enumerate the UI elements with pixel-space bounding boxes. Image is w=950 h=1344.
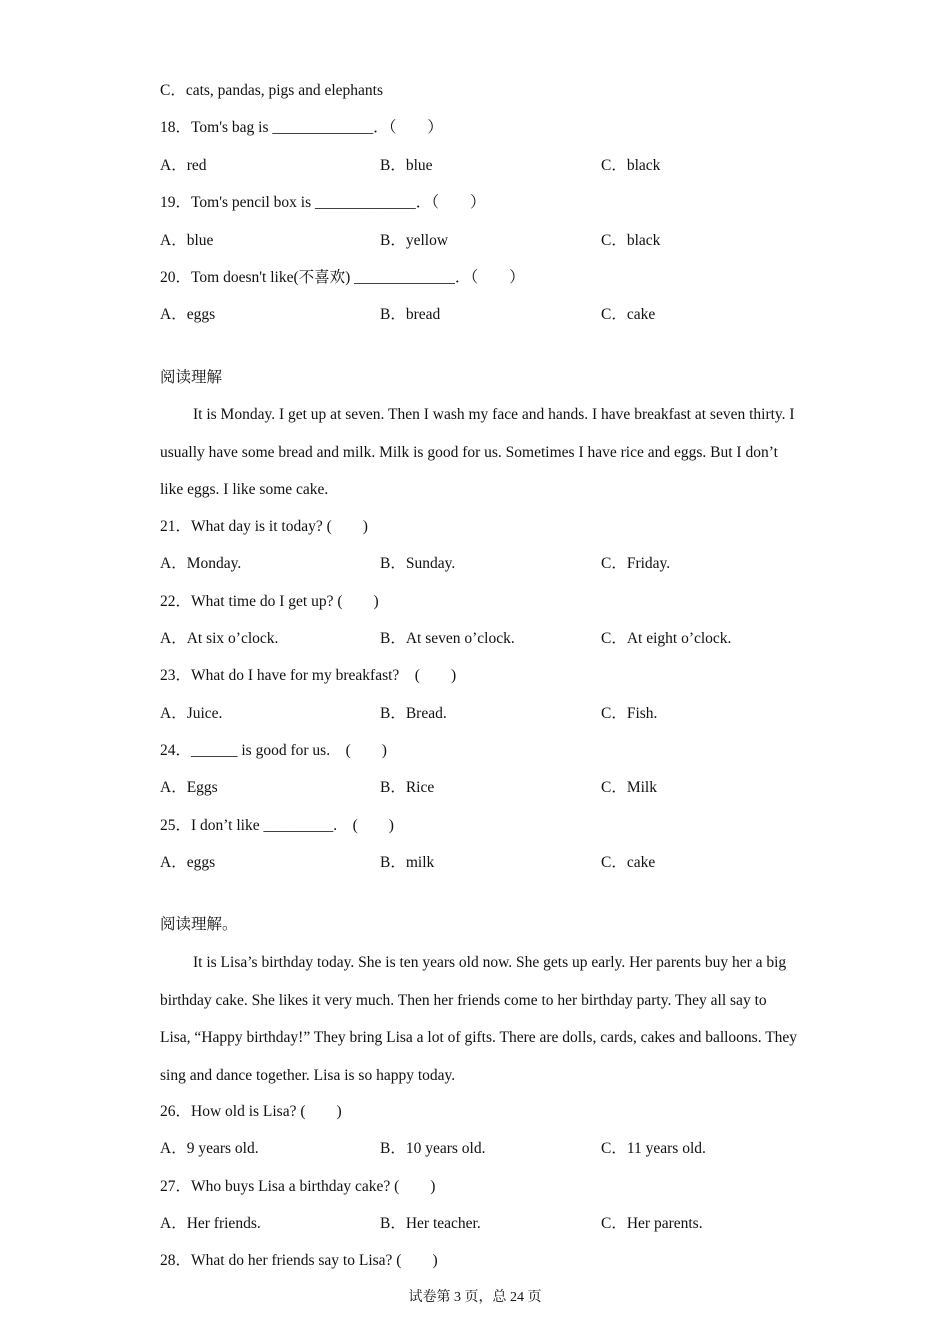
question-stem: 28．What do her friends say to Lisa? ( ) [160, 1252, 438, 1269]
option-c: C．Milk [601, 779, 657, 796]
question-stem: 20．Tom doesn't like(不喜欢) _____________．（ ） [160, 269, 525, 286]
question-stem: 21．What day is it today? ( ) [160, 518, 368, 535]
option-a: A．red [160, 157, 207, 174]
option-c: C．black [601, 232, 661, 249]
option-a: A．9 years old. [160, 1140, 259, 1157]
option-b: B．Her teacher. [380, 1215, 481, 1232]
section-heading: 阅读理解。 [160, 916, 238, 933]
page-footer: 试卷第 3 页，总 24 页 [408, 1290, 542, 1305]
option-b: B．Sunday. [380, 555, 456, 572]
option-c: C．11 years old. [601, 1140, 706, 1157]
prev-option-c: C．cats, pandas, pigs and elephants [160, 82, 383, 99]
option-b: B．Bread. [380, 705, 447, 722]
question-stem: 26．How old is Lisa? ( ) [160, 1103, 342, 1120]
option-b: B．milk [380, 854, 435, 871]
reading-passage: It is Lisa’s birthday today. She is ten years old now. She gets up early. Her parents buy her a big birthday cake. She likes it very much. Then her friends come to her birthday party. They all say to Lisa, “Happy birthday!” They bring Lisa a lot of gifts. There are dolls, cards, cakes and balloons. They sing and dance together. Lisa is so happy today. [160, 954, 798, 1084]
option-a: A．blue [160, 232, 214, 249]
option-b: B．bread [380, 306, 441, 323]
option-b: B．yellow [380, 232, 449, 249]
option-a: A．eggs [160, 306, 216, 323]
option-c: C．Her parents. [601, 1215, 703, 1232]
option-a: A．At six o’clock. [160, 630, 279, 647]
option-b: B．blue [380, 157, 433, 174]
question-stem: 19．Tom's pencil box is _____________．（ ） [160, 194, 486, 211]
option-a: A．eggs [160, 854, 216, 871]
option-b: B．At seven o’clock. [380, 630, 515, 647]
option-c: C．At eight o’clock. [601, 630, 732, 647]
option-c: C．cake [601, 306, 656, 323]
reading-passage: It is Monday. I get up at seven. Then I wash my face and hands. I have breakfast at seven thirty. I usually have some bread and milk. Milk is good for us. Sometimes I have rice and eggs. But I don’t like eggs. I like some cake. [160, 406, 795, 498]
option-b: B．Rice [380, 779, 435, 796]
option-a: A．Eggs [160, 779, 218, 796]
option-c: C．Friday. [601, 555, 671, 572]
question-stem: 27．Who buys Lisa a birthday cake? ( ) [160, 1178, 436, 1195]
option-a: A．Her friends. [160, 1215, 261, 1232]
option-a: A．Juice. [160, 705, 223, 722]
option-a: A．Monday. [160, 555, 242, 572]
option-c: C．black [601, 157, 661, 174]
option-c: C．Fish. [601, 705, 658, 722]
question-stem: 23．What do I have for my breakfast? ( ) [160, 667, 457, 684]
question-stem: 18．Tom's bag is _____________．（ ） [160, 119, 443, 136]
section-heading: 阅读理解 [160, 369, 223, 386]
question-stem: 25．I don’t like _________. ( ) [160, 817, 394, 834]
question-stem: 24．______ is good for us. ( ) [160, 742, 387, 759]
question-stem: 22．What time do I get up? ( ) [160, 593, 379, 610]
option-b: B．10 years old. [380, 1140, 486, 1157]
option-c: C．cake [601, 854, 656, 871]
